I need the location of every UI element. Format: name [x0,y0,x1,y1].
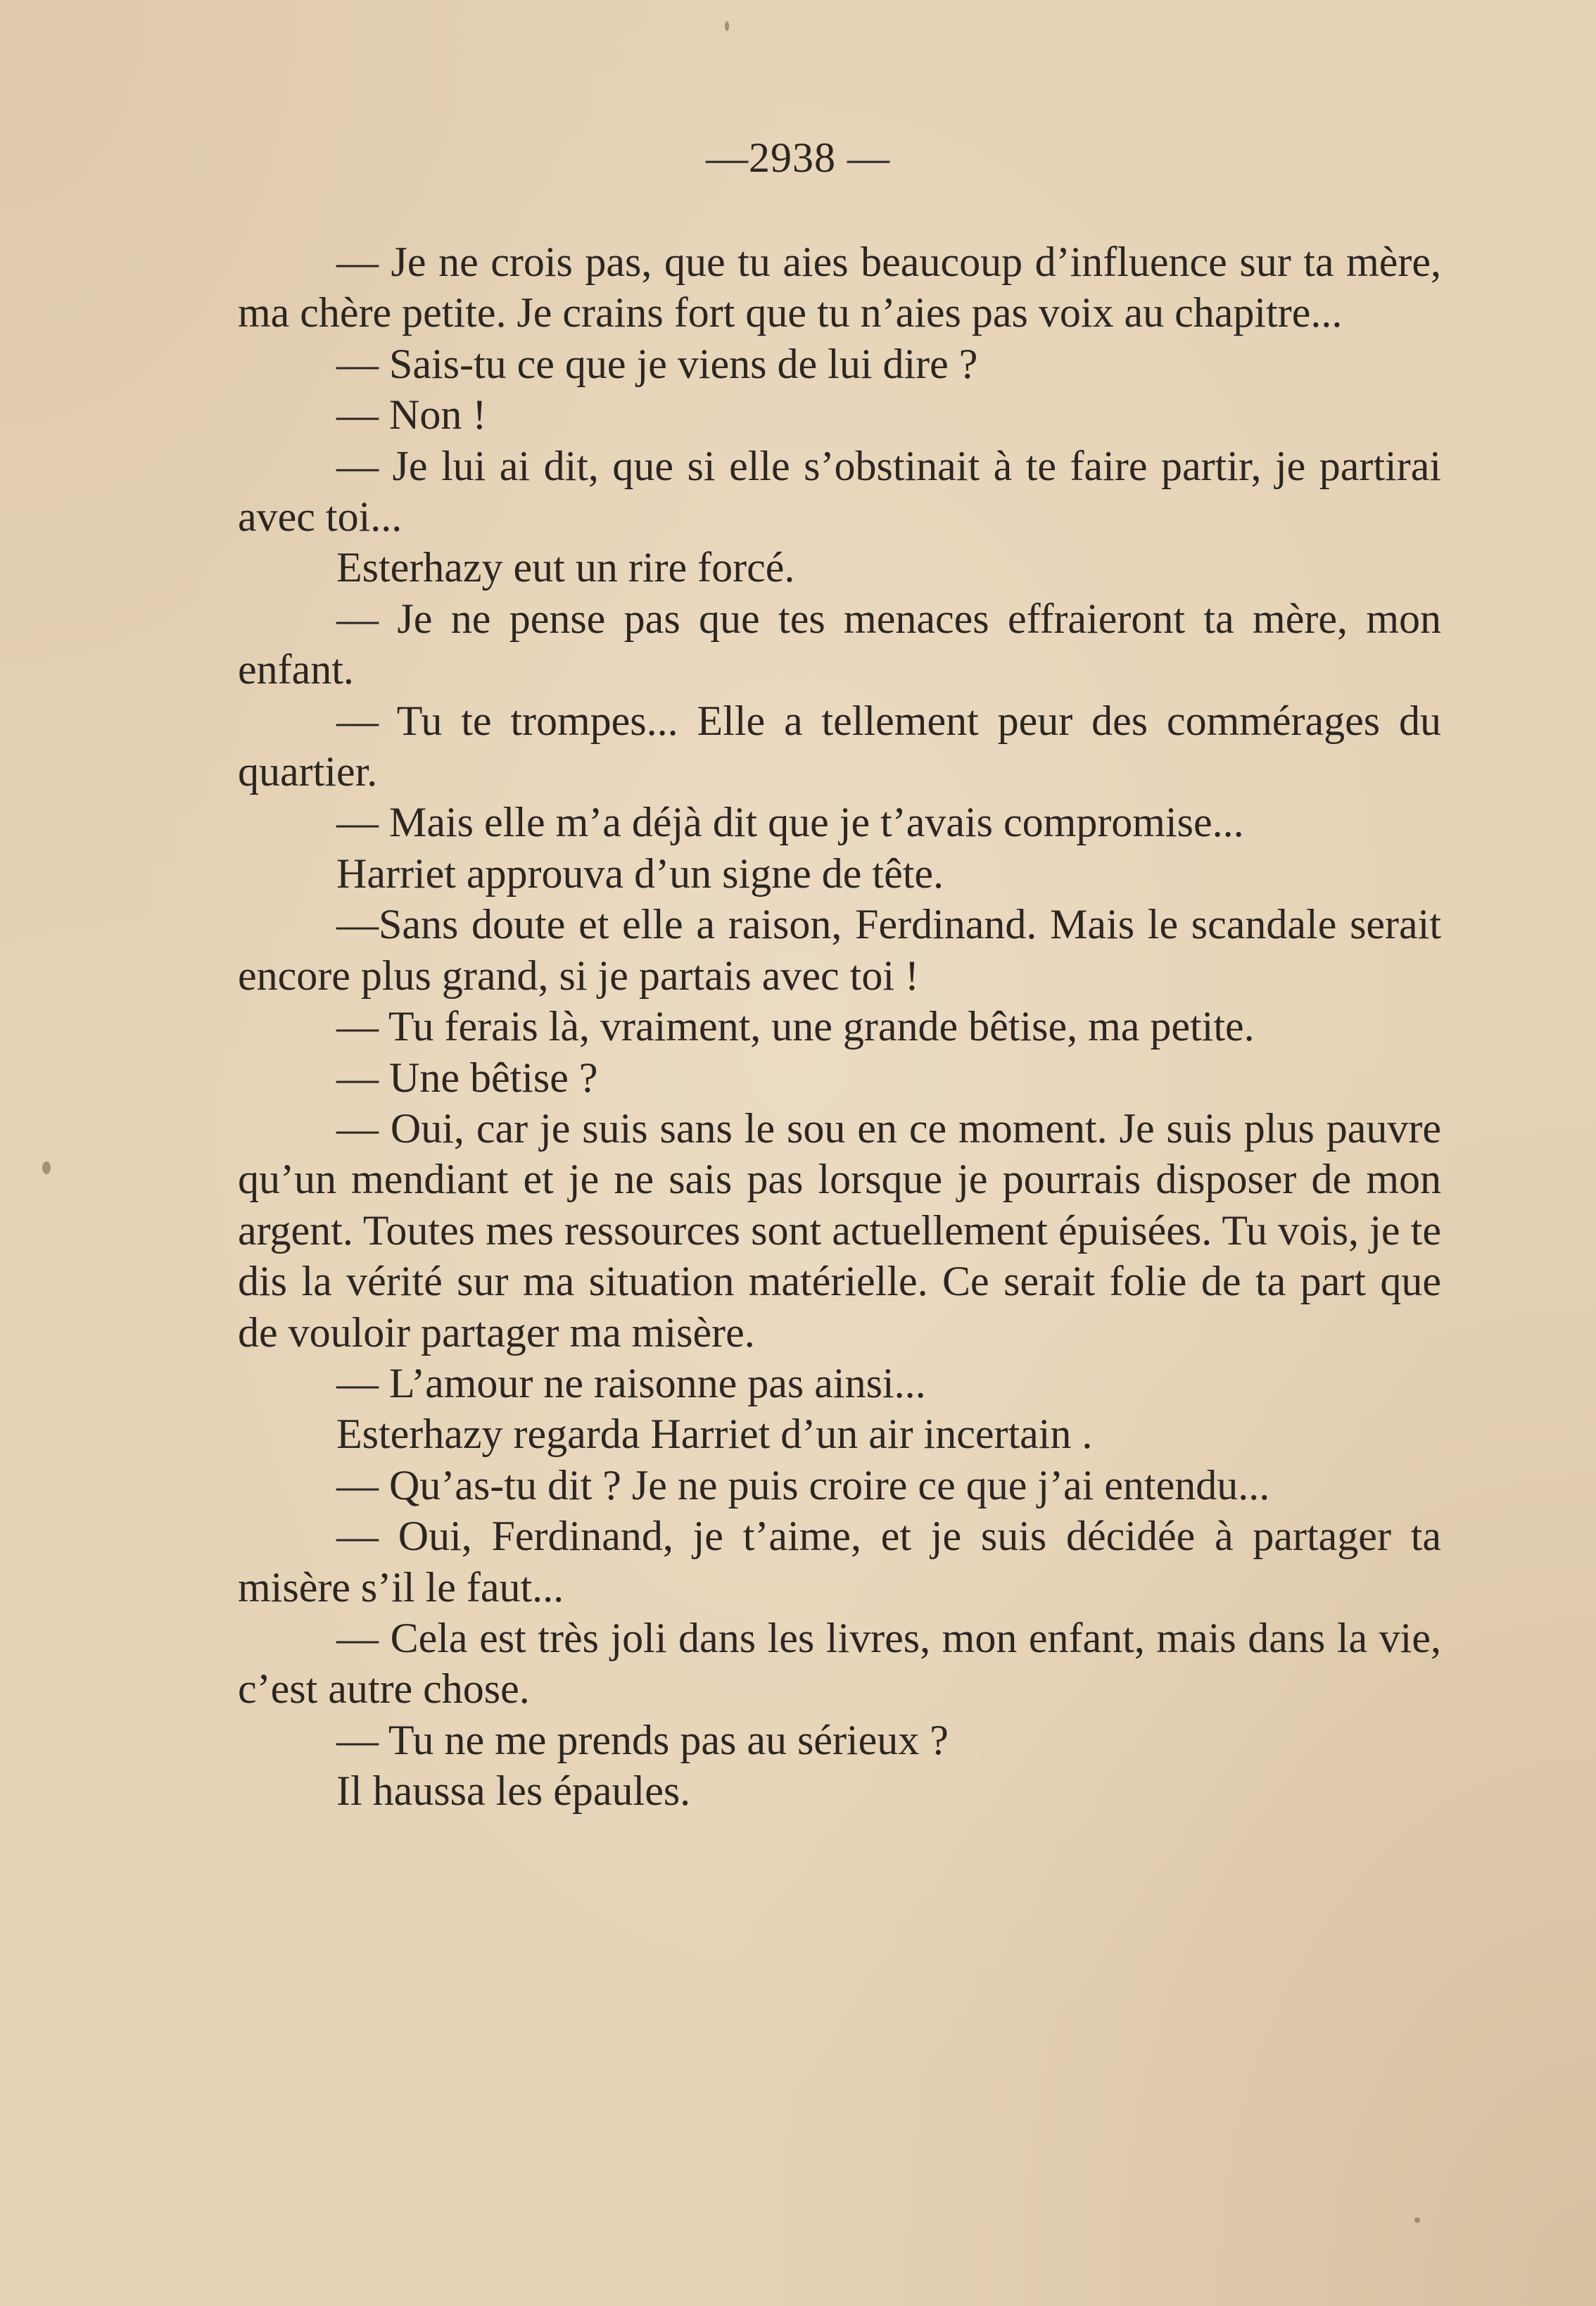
paragraph: — Je ne pense pas que tes menaces effraieront ta mère, mon enfant. [238,595,1441,693]
paper-speck [42,1161,51,1174]
paragraph: — Tu ferais là, vraiment, une grande bêtise, ma petite. [336,1003,1255,1050]
paragraph: — Sais-tu ce que je viens de lui dire ? [336,340,978,387]
paragraph: — Je ne crois pas, que tu aies beaucoup d’influence sur ta mère, ma chère petite. Je crains fort que tu n’aies pas voix au chapitre... [238,239,1441,336]
paragraph: —Sans doute et elle a raison, Ferdinand. Mais le scandale serait encore plus grand, si je partais avec toi ! [238,901,1441,999]
paragraph: — Non ! [336,391,487,439]
paragraph: — Je lui ai dit, que si elle s’obstinait à te faire partir, je partirai avec toi... [238,442,1441,541]
paragraph: — Tu te trompes... Elle a tellement peur des commérages du quartier. [238,697,1441,795]
paragraph: — Une bêtise ? [336,1054,598,1101]
body-text [238,237,1441,1817]
paragraph: Harriet approuva d’un signe de tête. [336,850,944,897]
paper-speck [1414,2217,1420,2223]
paragraph: Esterhazy regarda Harriet d’un air incertain . [336,1411,1093,1458]
paragraph: — L’amour ne raisonne pas ainsi... [336,1359,926,1406]
paragraph: — Oui, car je suis sans le sou en ce moment. Je suis plus pauvre qu’un mendiant et je ne sais pas lorsque je pourrais disposer de mon argent. Toutes mes ressources sont actuellement épuisées. Tu vois, je te dis la vérité sur ma situation matérielle. Ce serait folie de ta part que de vouloir partager ma misère. [238,1104,1441,1356]
paragraph: — Oui, Ferdinand, je t’aime, et je suis décidée à partager ta misère s’il le faut... [238,1513,1441,1611]
paragraph: Esterhazy eut un rire forcé. [336,544,795,591]
paragraph: — Qu’as-tu dit ? Je ne puis croire ce que j’ai entendu... [336,1461,1270,1508]
paragraph: Il haussa les épaules. [336,1768,691,1815]
paragraph: — Mais elle m’a déjà dit que je t’avais compromise... [336,799,1244,846]
paper-speck [725,21,729,31]
page-number: —2938 — [706,134,890,181]
paragraph: — Cela est très joli dans les livres, mon enfant, mais dans la vie, c’est autre chose. [238,1614,1441,1713]
paragraph: — Tu ne me prends pas au sérieux ? [336,1716,949,1763]
